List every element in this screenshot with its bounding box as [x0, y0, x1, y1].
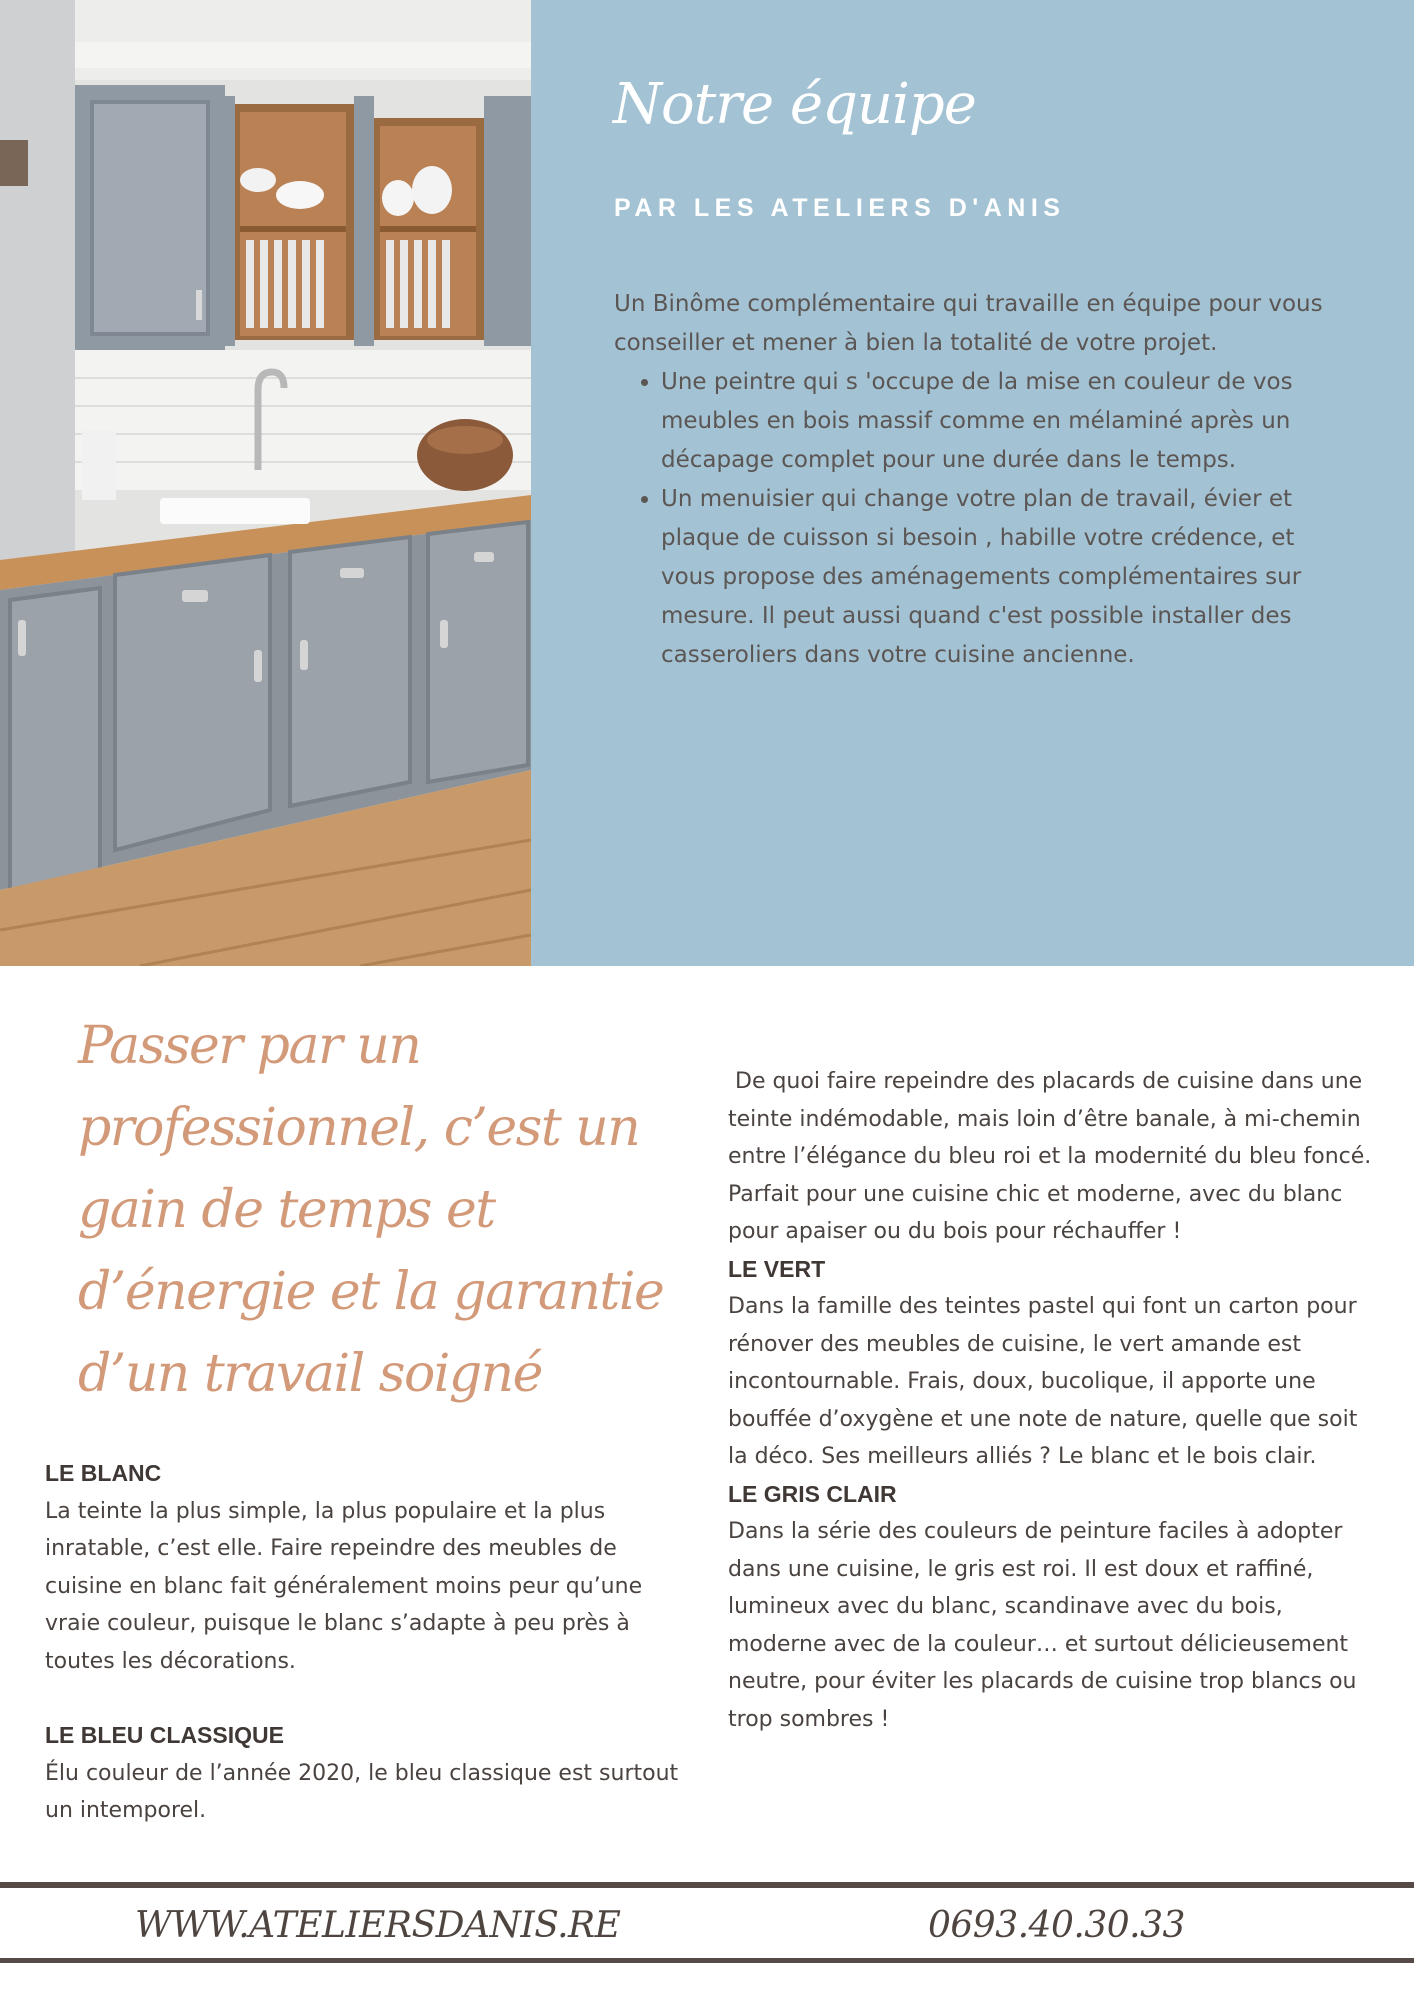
team-bullet-carpenter: • Un menuisier qui change votre plan de travail, évier et plaque de cuisson si besoin , habille votre crédence, et vous propose des aménagements complémentaires sur mesure. Il peut aussi quand c'est possible installer des casseroliers dans votre cuisine ancienne. [661, 480, 1334, 675]
team-bullet-painter: • Une peintre qui s 'occupe de la mise en couleur de vos meubles en bois massif comme en mélaminé après un décapage complet pour une durée dans le temps. [661, 363, 1334, 480]
section-text-vert: Dans la famille des teintes pastel qui font un carton pour rénover des meubles de cuisine, le vert amande est incontournable. Frais, doux, bucolique, il apporte une bouffée d’oxygène et une note de nature, quelle que soit la déco. Ses meilleurs alliés ? Le blanc et le bois clair. [728, 1294, 1358, 1469]
footer-rule-bottom [0, 1958, 1414, 1963]
kitchen-photo [0, 0, 531, 966]
section-text-blanc: La teinte la plus simple, la plus populaire et la plus inratable, c’est elle. Faire repeindre des meubles de cuisine en blanc fait généralement moins peur qu’une vraie couleur, puisque le blanc s’adapte à peu près à toutes les décorations. [45, 1498, 643, 1674]
phone-number: 0693.40.30.33 [928, 1905, 1185, 1946]
left-column [45, 1455, 695, 1830]
section-text-bleu: Élu couleur de l’année 2020, le bleu classique est surtout un intemporel. [45, 1760, 679, 1823]
team-description [614, 285, 1334, 675]
website-link[interactable]: WWW.ATELIERSDANIS.RE [135, 1905, 621, 1946]
team-subtitle: PAR LES ATELIERS D'ANIS [614, 194, 1066, 222]
footer-rule-top [0, 1882, 1414, 1888]
spacer [45, 1680, 695, 1717]
team-intro: Un Binôme complémentaire qui travaille en équipe pour vous conseiller et mener à bien la totalité de votre projet. [614, 291, 1323, 356]
section-heading-bleu: LE BLEU CLASSIQUE [45, 1722, 284, 1748]
section-text-gris: Dans la série des couleurs de peinture faciles à adopter dans une cuisine, le gris est roi. Il est doux et raffiné, lumineux avec du blanc, scandinave avec du bois, moderne avec de la couleur… et surtout délicieusement neutre, pour éviter les placards de cuisine trop blancs ou trop sombres ! [728, 1519, 1357, 1732]
team-title: Notre équipe [613, 72, 976, 137]
section-text-bleu-continued: De quoi faire repeindre des placards de cuisine dans une teinte indémodable, mais loin d’être banale, à mi-chemin entre l’élégance du bleu roi et la modernité du bleu foncé. Parfait pour une cuisine chic et moderne, avec du blanc pour apaiser ou du bois pour réchauffer ! [728, 1069, 1379, 1244]
pull-quote: Passer par un professionnel, c’est un gain de temps et d’énergie et la garantie d’un travail soigné [78, 1016, 664, 1404]
team-bullet-list [614, 363, 1334, 675]
right-column [728, 1063, 1383, 1738]
section-heading-blanc: LE BLANC [45, 1460, 162, 1486]
kitchen-illustration [0, 0, 531, 966]
team-panel [531, 0, 1414, 966]
section-heading-vert: LE VERT [728, 1255, 826, 1282]
section-heading-gris: LE GRIS CLAIR [728, 1480, 897, 1507]
